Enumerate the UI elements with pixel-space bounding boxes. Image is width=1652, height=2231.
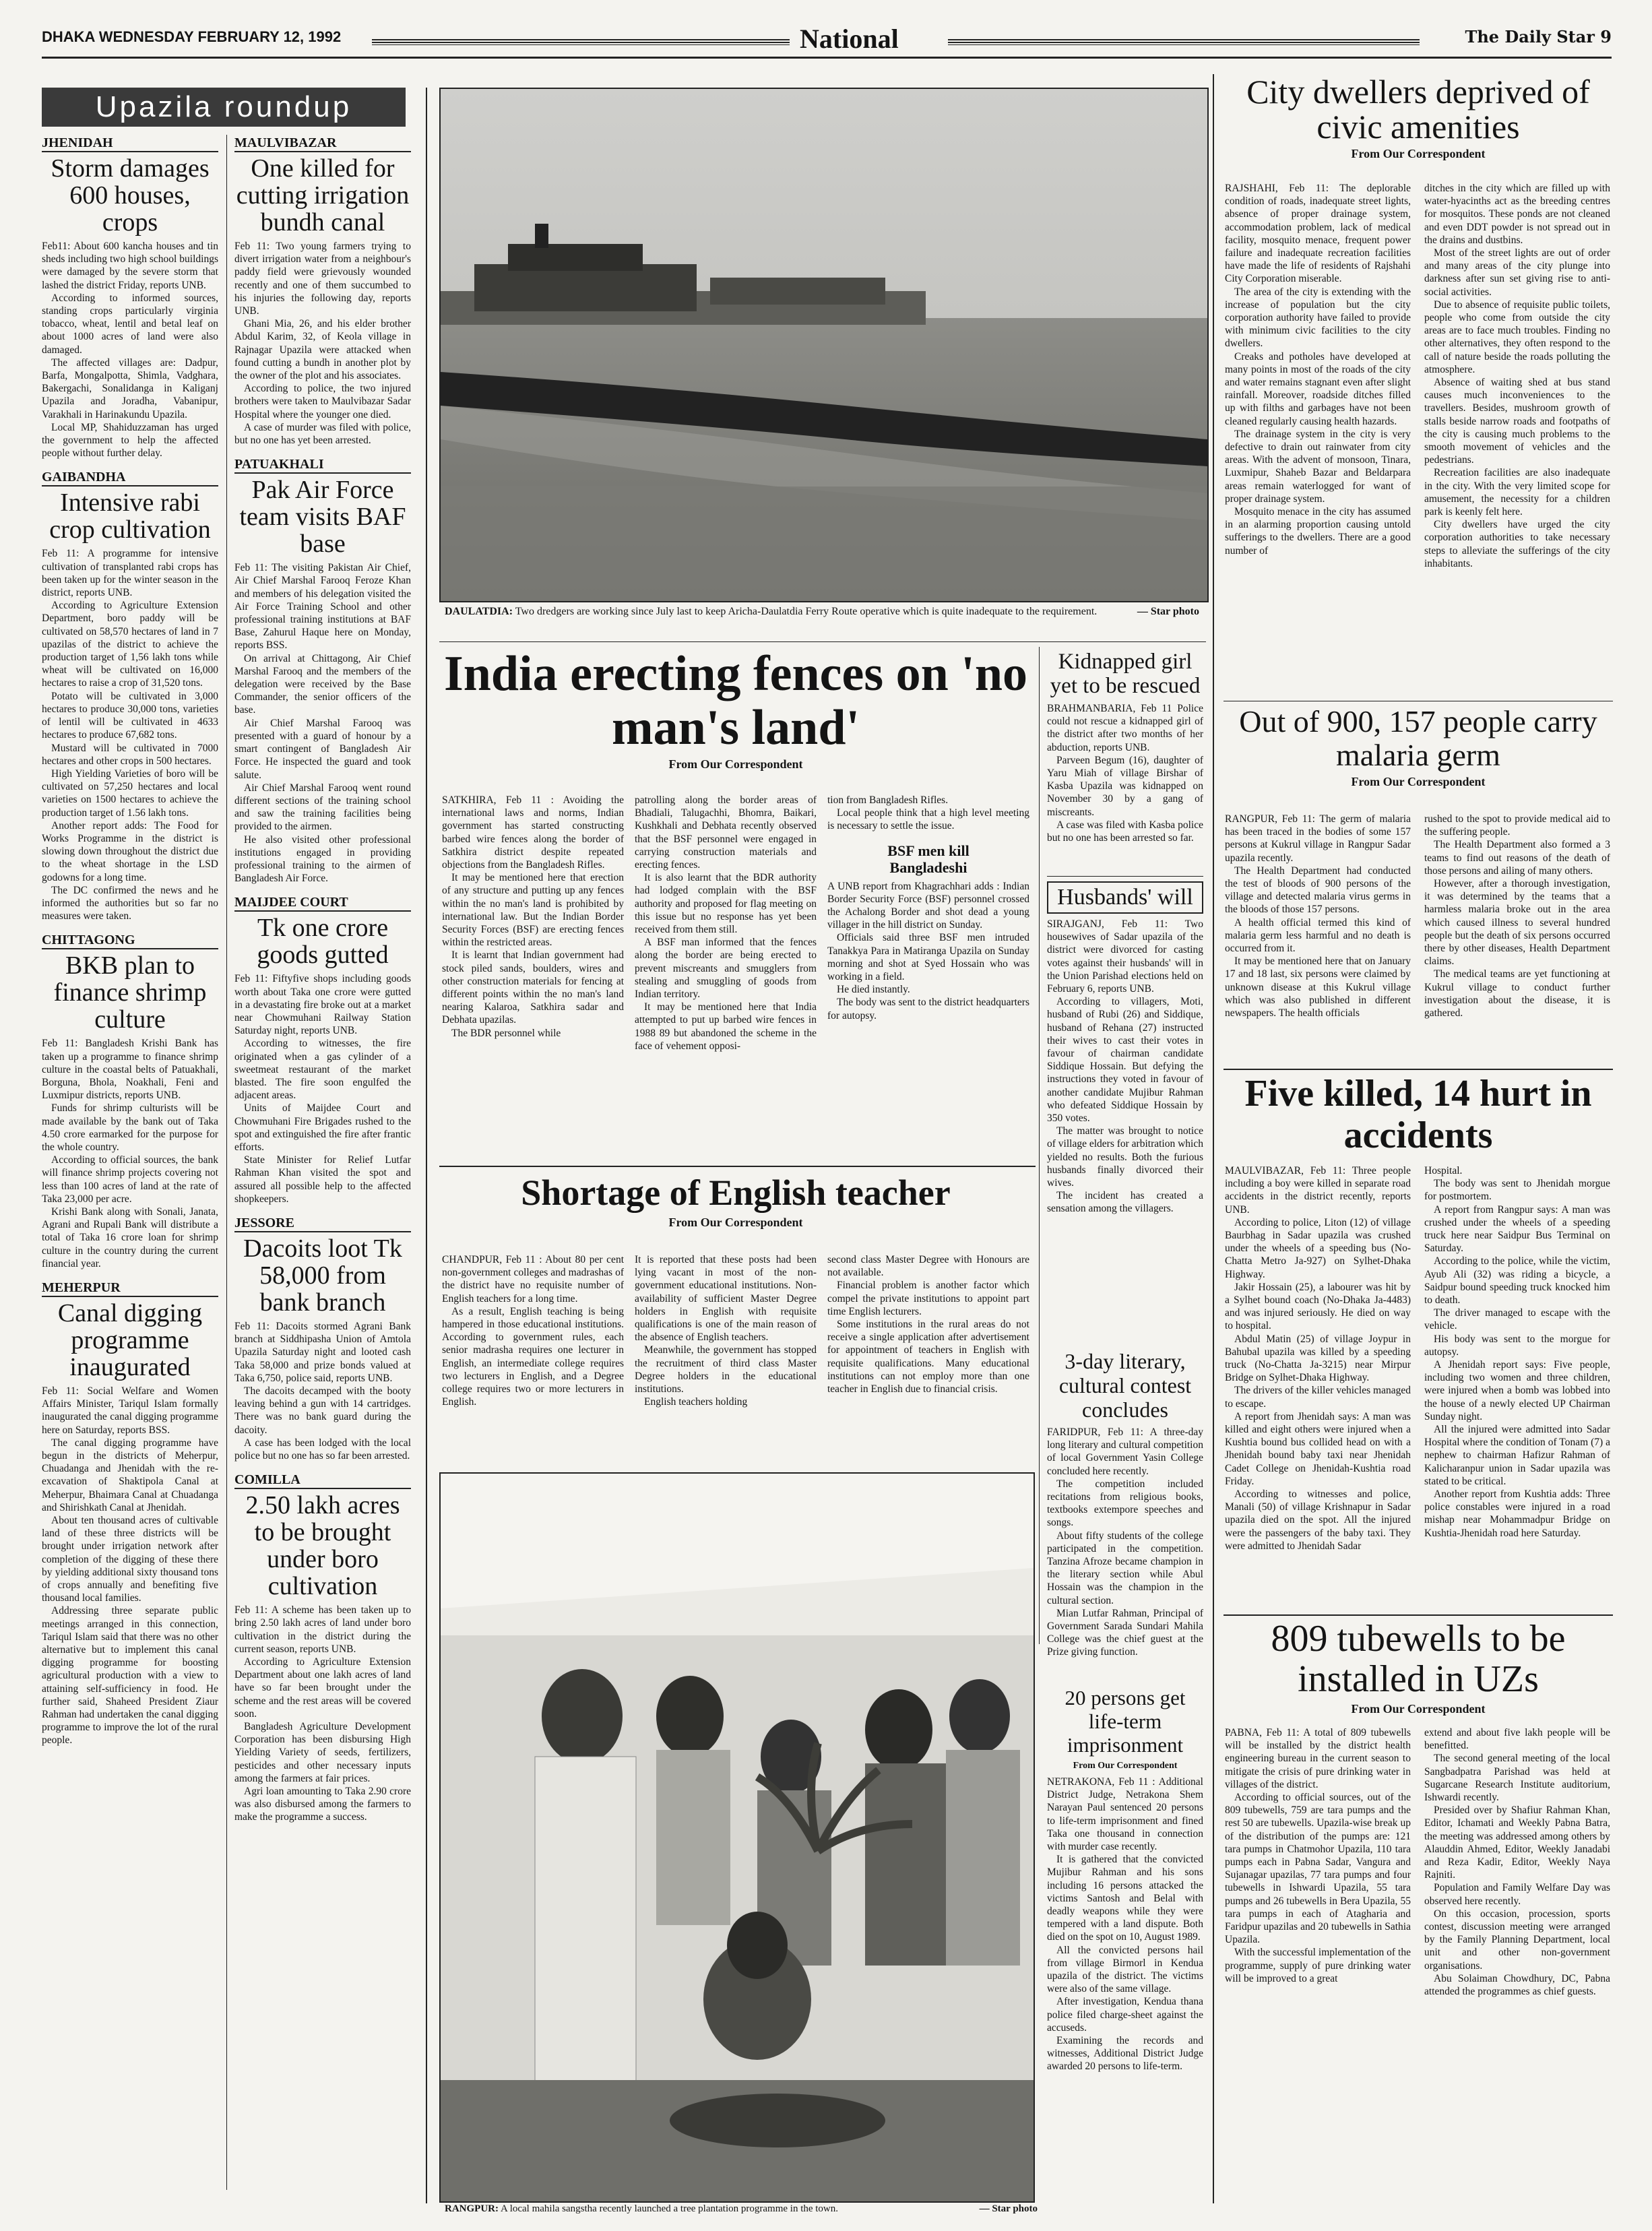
paragraph: According to Agriculture Extension Department, boro paddy will be cultivated on 58,570 hectares of land in 7 upazilas of the district to achieve the production target of 1,56 lakh tons while wheat will be cultivated on 16,000 hectares to raise a crop of 31,520 tons.: [42, 600, 218, 689]
malaria-byline: From Our Correspondent: [1351, 775, 1486, 788]
paragraph: According to villagers, Moti, husband of Rubi (26) and Siddique, husband of Rehana (27) instructed their wives to cast their votes in favour of chairman candidate Siddique Hossain. But defying the instructions they voted in favour of another candidate Mujibur Rahman who defeated Siddique Hossain by 350 votes.: [1047, 996, 1203, 1125]
accidents-column-1: [1225, 1164, 1411, 1609]
paragraph: The incident has created a sensation among the villagers.: [1047, 1190, 1203, 1215]
tree-plantation-photo-image: [441, 1474, 1034, 2201]
paragraph: Potato will be cultivated in 3,000 hectares to produce 30,000 tons, varieties of lentil will be cultivated in 4633 hectares to produce 67,682 tons.: [42, 690, 218, 741]
india-fences-column-1: [442, 794, 624, 1164]
paragraph: According to police, Liton (12) of village Baurbhag in Sadar upazila was crushed under the wheels of a speeding bus (No-Chatta Metro Ja-927) on Sylhet-Dhaka Highway.: [1225, 1216, 1411, 1280]
paragraph: With the successful implementation of the programme, supply of pure drinking water will be improved to a great: [1225, 1947, 1411, 1984]
roundup-body: [234, 561, 411, 885]
paragraph: Mian Lutfar Rahman, Principal of Government Sarada Sundari Mahila College was the chief guest at the Prize giving function.: [1047, 1607, 1203, 1658]
paragraph: All the injured were admitted into Sadar Hospital where the condition of Tonam (7) a nephew to chairman Hafizur Rahman of Kalicharanpur union in Sadar upazila was stated to be critical.: [1424, 1424, 1610, 1487]
section-name: National: [800, 24, 899, 54]
dredgers-caption-place: DAULATDIA:: [445, 606, 513, 617]
paragraph: BRAHMANBARIA, Feb 11 Police could not rescue a kidnapped girl of the district after two months of her abduction, reports UNB.: [1047, 703, 1203, 753]
paragraph: The area of the city is extending with the increase of population but the city corporation authority have failed to provide with minimum civic facilities to the city dwellers.: [1225, 286, 1411, 350]
paragraph: The drainage system in the city is very defective to drain out rainwater from city areas. With the advent of monsoon, Tinara, Luxmipur, Shaheb Bazar and Beldarpara areas remain waterlogged for want of proper drainage system.: [1225, 428, 1411, 505]
roundup-item: [234, 135, 411, 447]
roundup-headline: Intensive rabi crop cultivation: [49, 489, 211, 544]
english-teacher-column-2: [635, 1253, 817, 1462]
literary-contest-body: [1047, 1426, 1203, 1659]
paragraph: Meanwhile, the government has stopped the recruitment of third class Master Degree holders in the educational institutions.: [635, 1344, 817, 1395]
paragraph: According to the police, while the victim, Ayub Ali (32) was riding a bicycle, a Saidpur bound speeding truck knocked him to death.: [1424, 1255, 1610, 1307]
bsf-headline: BSF men kill Bangladeshi: [887, 842, 970, 876]
paragraph: The affected villages are: Dadpur, Barfa, Mongalpotta, Shimla, Vadghara, Bakergachi, Sonalidanga in Kaliganj Upazila and Joradha, Vabanipur, Varakhali in Harinakundu Upazila.: [42, 356, 218, 420]
india-fences-headline: [439, 647, 1032, 776]
roundup-column-1: [42, 135, 218, 2190]
paragraph: A report from Rangpur says: A man was crushed under the wheels of a speeding truck here near Saidpur Bus Terminal on Saturday.: [1424, 1203, 1610, 1255]
malaria-bottom-rule: [1224, 1069, 1613, 1070]
india-fences-column-3: [827, 794, 1029, 1164]
literary-contest-story: [1047, 1348, 1203, 1659]
india-fences-title: India erecting fences on 'no man's land': [443, 646, 1028, 755]
india-fences-byline: From Our Correspondent: [668, 757, 803, 771]
paragraph: A case has been lodged with the local police but no one has so far been arrested.: [234, 1437, 411, 1462]
paragraph: All the convicted persons hail from village Birmorl in Kendua upazila of the district. The victims were also of the same village.: [1047, 1944, 1203, 1995]
paragraph: second class Master Degree with Honours are not available.: [827, 1254, 1029, 1279]
paragraph: Feb 11: A scheme has been taken up to bring 2.50 lakh acres of land under boro cultivation in the district during the current season, reports UNB.: [234, 1604, 411, 1655]
paragraph: Jakir Hossain (25), a labourer was hit by a Sylhet bound coach (No-Dhaka Ja-4483) and was injured seriously. He died on way to hospital.: [1225, 1281, 1411, 1332]
paragraph: The Health Department also formed a 3 teams to find out reasons of the death of those persons and ailing of many others.: [1424, 839, 1610, 877]
roundup-body: [234, 1320, 411, 1462]
paragraph: Due to absence of requisite public toilets, people who come from outside the city areas are to face much troubles. Finding no other alternatives, they often respond to the call of nature beside the roads polluting the atmosphere.: [1424, 298, 1610, 375]
masthead: [42, 26, 1612, 55]
tree-plantation-caption: [445, 2203, 1038, 2215]
paragraph: About ten thousand acres of cultivable land of these three districts will be brought under irrigation network after completion of the digging of these there by yielding additional sixty thousand tons of crops annually and benefiting five thousand local families.: [42, 1515, 218, 1604]
roundup-item: [234, 1472, 411, 1823]
paragraph: SATKHIRA, Feb 11 : Avoiding the international laws and norms, Indian government has started constructing barbed wire fences along the border of Satkhira district despite repeated objections from the Bangladesh Rifles.: [442, 794, 624, 871]
dredgers-photo-image: [441, 89, 1207, 601]
paragraph: A case of murder was filed with police, but no one has yet been arrested.: [234, 421, 411, 447]
life-term-byline: From Our Correspondent: [1073, 1761, 1178, 1771]
paragraph: The second general meeting of the local Sangbadpatra Parishad was held at Sugarcane Research Institute auditorium, Ishwardi recently.: [1424, 1753, 1610, 1804]
roundup-body: [234, 972, 411, 1205]
paragraph: Absence of waiting shed at bus stand causes much inconveniences to the travellers. Besides, mushroom growth of stalls beside narrow roads and footpaths of the city is causing much problems to the smooth movement of vehicles and the pedestrians.: [1424, 377, 1610, 466]
paragraph: Officials said three BSF men intruded Tanakkya Para in Matiranga Upazila on Sunday morning and shot at Syed Hossain who was working in a field.: [827, 932, 1029, 983]
india-fences-column-3-text: [827, 794, 1029, 833]
english-teacher-byline: From Our Correspondent: [668, 1216, 803, 1229]
paragraph: Financial problem is another factor which compel the private institutions to appoint part time English lecturers.: [827, 1280, 1029, 1317]
paragraph: Abdul Matin (25) of village Joypur in Bahubal upazila was killed by a speeding truck (No-Chatta Ja-3215) near Mirpur Bridge on Sylhet-Dhaka Highway.: [1225, 1333, 1411, 1384]
paragraph: According to witnesses, the fire originated when a gas cylinder of a sweetmeat restaurant of the market blasted. The fire soon engulfed the adjacent areas.: [234, 1038, 411, 1102]
roundup-location: JHENIDAH: [42, 135, 218, 152]
paragraph: Parveen Begum (16), daughter of Yaru Miah of village Birshar of Kasba Upazila was kidnapped on November 30 by a gang of miscreants.: [1047, 754, 1203, 818]
english-teacher-title: Shortage of English teacher: [521, 1172, 951, 1213]
paragraph: Another report adds: The Food for Works Programme in the district is slowing down throughout the district due to the wheat shortage in the LSD godowns for a long time.: [42, 819, 218, 883]
paragraph: A BSF man informed that the fences along the border are being erected to prevent miscreants and smugglers from stealing and smuggling of goods from Indian territory.: [635, 937, 817, 1001]
paragraph: The BDR personnel while: [451, 1027, 561, 1039]
paragraph: Krishi Bank along with Sonali, Janata, Agrani and Rupali Bank will distribute a total of Taka 16 crore loan for shrimp culture in the country during the current financial year.: [42, 1205, 218, 1269]
paragraph: Hospital.: [1424, 1165, 1463, 1176]
paragraph: patrolling along the border areas of Bhadiali, Talugachhi, Bhomra, Baikari, Kushkhali and Debhata recently observed that the BSF personnel were engaged in carrying construction materials and erecting fences.: [635, 794, 817, 871]
paragraph: Feb 11: Social Welfare and Women Affairs Minister, Tariqul Islam formally inaugurated the canal digging programme here on Saturday, reports BSS.: [42, 1385, 218, 1436]
paragraph: Air Chief Marshal Farooq went round different sections of the training school and saw the training facilities being provided to the airmen.: [234, 782, 411, 833]
malaria-column-1: [1225, 813, 1411, 1069]
kidnapped-bottom-rule: [1047, 876, 1203, 877]
paragraph: A UNB report from Khagrachhari adds : Indian Border Security Force (BSF) personnel crossed the Achalong Border and shot dead a young villager in the hill district on Sunday.: [827, 880, 1029, 931]
center-divider: [1039, 647, 1040, 1644]
paragraph: It is reported that these posts had been lying vacant in most of the non-government educational institutions. Non-availability of sufficient Master Degree holders in English with requisite qualifications is one of the main reason of the absence of English teachers.: [635, 1254, 817, 1344]
roundup-body: [42, 547, 218, 922]
paragraph: rushed to the spot to provide medical aid to the suffering people.: [1424, 813, 1610, 838]
civic-amenities-story: [1224, 74, 1613, 165]
masthead-date: DHAKA WEDNESDAY FEBRUARY 12, 1992: [42, 28, 342, 45]
english-teacher-column-1: [442, 1253, 624, 1462]
paragraph: Mustard will be cultivated in 7000 hectares and other crops in 500 hectares.: [42, 742, 218, 767]
paragraph: According to informed sources, standing crops particularly virginia tobacco, wheat, lentil and betal leaf on about 1000 acres of land were also damaged.: [42, 292, 218, 356]
paragraph: Presided over by Shafiur Rahman Khan, Editor, Ichamati and Weekly Pabna Batra, the meeting was addressed among others by Alauddin Ahmed, Editor, Weekly Janadabi and Reza Kadir, Editor, Weekly Naya Rajniti.: [1424, 1804, 1610, 1881]
roundup-location: MEHERPUR: [42, 1280, 218, 1297]
masthead-paper-name: The Daily Star 9: [1465, 27, 1612, 46]
paragraph: CHANDPUR, Feb 11 : About 80 per cent non-government colleges and madrashas of the district have no requisite number of English teachers for a long time.: [442, 1254, 624, 1305]
roundup-headline: Tk one crore goods gutted: [257, 914, 389, 970]
paragraph: The body was sent to Jhenidah morgue for postmortem.: [1424, 1178, 1610, 1203]
paragraph: It is also learnt that the BDR authority had lodged complain with the BSF authority and proposed for flag meeting on this issue but no response has yet been received from them still.: [635, 872, 817, 936]
paragraph: Units of Maijdee Court and Chowmuhani Fire Brigades rushed to the spot and extinguished the fire after frantic efforts.: [234, 1102, 411, 1153]
malaria-headline: Out of 900, 157 people carry malaria germ: [1239, 704, 1597, 772]
dredgers-caption-text: Two dredgers are working since July last to keep Aricha-Daulatdia Ferry Route operative which is quite inadequate to the requirement.: [515, 606, 1098, 617]
roundup-column-divider: [226, 135, 227, 2190]
husbands-will-headline: Husbands' will: [1047, 881, 1203, 914]
roundup-banner-title: Upazila roundup: [95, 90, 352, 123]
paragraph: Local people think that a high level meeting is necessary to settle the issue.: [827, 807, 1029, 832]
paragraph: Feb11: About 600 kancha houses and tin sheds including two high school buildings were damaged by the severe storm that lashed the district Friday, reports UNB.: [42, 241, 218, 291]
tree-caption-credit: — Star photo: [979, 2203, 1038, 2214]
india-fences-column-2: [635, 794, 817, 1164]
malaria-story: [1224, 705, 1613, 793]
tubewells-column-1: [1225, 1726, 1411, 2211]
roundup-item: [234, 1215, 411, 1462]
paragraph: However, after a thorough investigation, it was determined by the teams that a harmless malaria broke out in the area which caused illness to several hundred people but the death of six persons occurred there by other diseases, Health Department claims.: [1424, 878, 1610, 968]
kidnapped-story: [1047, 648, 1203, 844]
paragraph: It may be mentioned here that on January 17 and 18 last, six persons were claimed by unknown disease at this Kukrul village which was also published in different newspapers. The health officials: [1225, 955, 1411, 1019]
paragraph: As a result, English teaching is being hampered in those educational institutions. According to government rules, each senior madrasha requires one lecturer in English, an intermediate college requires two lecturers in English, and a Degree college requires two or more lecturers in English.: [442, 1305, 624, 1408]
roundup-item: [234, 894, 411, 1205]
masthead-rule-left: [372, 39, 790, 45]
tubewells-column-2: [1424, 1726, 1610, 2211]
accidents-headline: Five killed, 14 hurt in accidents: [1244, 1073, 1592, 1156]
masthead-rule-right: [948, 39, 1420, 45]
roundup-body: [42, 1385, 218, 1747]
paragraph: PABNA, Feb 11: A total of 809 tubewells will be installed by the district health engineering bureau in the current season to mitigate the crisis of pure drinking water in villages of the district.: [1225, 1727, 1411, 1790]
roundup-banner: [42, 88, 406, 127]
paragraph: His body was sent to the morgue for autopsy.: [1424, 1333, 1610, 1358]
tree-plantation-photo: [439, 1472, 1035, 2203]
paragraph: The driver managed to escape with the vehicle.: [1424, 1307, 1610, 1332]
roundup-body: [234, 1604, 411, 1823]
roundup-location: COMILLA: [234, 1472, 411, 1489]
paragraph: Most of the street lights are out of order and many areas of the city plunge into darkness after sun set giving rise to anti-social activities.: [1424, 247, 1610, 298]
accidents-bottom-rule: [1224, 1614, 1613, 1616]
roundup-item: [234, 456, 411, 885]
paragraph: Examining the records and witnesses, Additional District Judge awarded 20 persons to life-term.: [1047, 2035, 1203, 2073]
tubewells-story: [1224, 1619, 1613, 1720]
paragraph: According to Agriculture Extension Department about one lakh acres of land have so far been brought under the scheme and the rest areas will be covered soon.: [234, 1656, 411, 1720]
civic-amenities-byline: From Our Correspondent: [1351, 147, 1486, 160]
paragraph: A case was filed with Kasba police but no one has been arrested so far.: [1047, 819, 1203, 844]
roundup-headline: Pak Air Force team visits BAF base: [239, 476, 406, 559]
paragraph: FARIDPUR, Feb 11: A three-day long literary and cultural competition of local Government Yasin College concluded here recently.: [1047, 1426, 1203, 1477]
roundup-body: [42, 1037, 218, 1270]
paragraph: The DC confirmed the news and he informed the authorities but so far no measures were taken.: [42, 884, 218, 922]
roundup-column-2: [234, 135, 411, 2190]
life-term-story: [1047, 1685, 1203, 2073]
paragraph: The body was sent to the district headquarters for autopsy.: [827, 997, 1029, 1022]
tree-caption-text: A local mahila sangstha recently launched a tree plantation programme in the town.: [500, 2203, 839, 2214]
paragraph: Bangladesh Agriculture Development Corporation has been disbursing High Yielding Variety of seeds, fertilizers, pesticides and other necessary inputs among the farmers at fair prices.: [234, 1721, 411, 1784]
right-section-divider: [1213, 74, 1214, 2203]
roundup-headline: One killed for cutting irrigation bundh canal: [236, 154, 410, 237]
paragraph: He died instantly.: [837, 984, 910, 996]
kidnapped-headline: Kidnapped girl yet to be rescued: [1050, 650, 1201, 698]
paragraph: RAJSHAHI, Feb 11: The deplorable condition of roads, inadequate street lights, absence of proper drainage system, accommodation problem, lack of medical facility, mosquito menace, frequent power failure and inadequate recreation facilities have made the life of residents of Rajshahi City Corporation miserable.: [1225, 183, 1411, 285]
paragraph: It may be mentioned here that erection of any structure and putting up any fences within the no man's land is prohibited by international law. But the Indian Border Security Forces (BSF) are erecting fences within the restricted areas.: [442, 872, 624, 949]
kidnapped-body: [1047, 702, 1203, 844]
paragraph: The dacoits decamped with the booty leaving behind a gun with 14 cartridges. There was no bank guard during the dacoity.: [234, 1385, 411, 1436]
paragraph: Feb 11: Fiftyfive shops including goods worth about Taka one crore were gutted in a devastating fire broke out at a market near Chowmuhani Railway Station Saturday night, reports UNB.: [234, 973, 411, 1037]
roundup-location: MAIJDEE COURT: [234, 894, 411, 912]
paragraph: A Jhenidah report says: Five people, including two women and three children, were injured when a bomb was lobbed into the house of a newly elected UP Chairman Sunday night.: [1424, 1359, 1610, 1422]
paragraph: The Health Department had conducted the test of bloods of 900 persons of the village and detected malaria virus germs in the bloods of those 157 persons.: [1225, 865, 1411, 916]
life-term-headline: 20 persons get life-term imprisonment: [1065, 1686, 1186, 1757]
paragraph: The matter was brought to notice of village elders for arbitration which yielded no results. Both the furious husbands finally divorced their wives.: [1047, 1125, 1203, 1189]
paragraph: Ghani Mia, 26, and his elder brother Abdul Karim, 32, of Keola village in Rajnagar Upazila were attacked when found cutting a bundh in another plot by the owner of the plot and his associates.: [234, 318, 411, 382]
roundup-location: MAULVIBAZAR: [234, 135, 411, 152]
husbands-will-body: [1047, 918, 1203, 1216]
civic-amenities-headline: City dwellers deprived of civic amenities: [1246, 73, 1590, 146]
paragraph: SIRAJGANJ, Feb 11: Two housewives of Sadar upazila of the district were divorced for casting votes against their husbands' will in the Union Parishad elections held on February 6, reports UNB.: [1047, 918, 1203, 995]
photo-caption-rule: [439, 641, 1206, 642]
paragraph: Feb 11: Bangladesh Krishi Bank has taken up a programme to finance shrimp culture in the coastal belts of Patuakhali, Borguna, Bhola, Noakhali, Feni and Luxmipur districts, reports UNB.: [42, 1038, 218, 1102]
paragraph: According to official sources, out of the 809 tubewells, 759 are tara pumps and the rest 50 are tubewells. Upazila-wise break up of the distribution of the pumps are: 121 tara pumps in Chatmohor Upazila, 110 tara pumps each in Pabna Sadar, Vangura and Sujanagar upazilas, 77 tara pumps and four tubewells in Ishwardi Upazila, 55 tara pumps and 26 tubewells in Bera Upazila, 55 tara pumps in each of Atagharia and Faridpur upazilas and 20 tubewells in Sathia Upazila.: [1225, 1792, 1411, 1946]
paragraph: After investigation, Kendua thana police filed charge-sheet against the accuseds.: [1047, 1996, 1203, 2034]
english-teacher-headline: [439, 1172, 1032, 1234]
paragraph: Feb 11: A programme for intensive cultivation of transplanted rabi crops has been taken up for the winter season in the district, reports UNB.: [42, 548, 218, 599]
civic-amenities-column-1: [1225, 182, 1411, 714]
paragraph: On this occasion, procession, sports contest, discussion meeting were arranged by the Family Planning Department, local unit and other non-government organisations.: [1424, 1908, 1610, 1972]
paragraph: High Yielding Varieties of boro will be cultivated on 57,250 hectares and local varieties on 1500 hectares to achieve the production target of 1.56 lakh tons.: [42, 767, 218, 819]
paragraph: Abu Solaiman Chowdhury, DC, Pabna attended the programmes as chief guests.: [1424, 1972, 1610, 1998]
life-term-body: [1047, 1776, 1203, 2073]
roundup-headline: BKB plan to finance shrimp culture: [53, 951, 207, 1034]
paragraph: It is learnt that Indian government had stock piled sands, boulders, wires and other construction materials for fencing at different points within the no man's land nearing Kalaroa, Satkhira sadar and Debhata upazilas.: [442, 949, 624, 1026]
roundup-body: [42, 240, 218, 460]
roundup-location: JESSORE: [234, 1215, 411, 1232]
paragraph: Agri loan amounting to Taka 2.90 crore was also disbursed among the farmers to make the programme a success.: [234, 1786, 411, 1823]
paragraph: The canal digging programme have begun in the districts of Meherpur, Chuadanga and Jhenidah with the re-excavation of Shaktipola Canal at Meherpur, Bhaimara Canal at Chuadanga and Shirishkath Canal at Jhenidah.: [42, 1437, 218, 1513]
paragraph: City dwellers have urged the city corporation authorities to take necessary steps to alleviate the sufferings of the city inhabitants.: [1424, 519, 1610, 569]
masthead-underline: [42, 57, 1612, 59]
paragraph: The drivers of the killer vehicles managed to escape.: [1225, 1385, 1411, 1410]
paragraph: It may be mentioned here that India attempted to put up barbed wire fences in 1988 89 but abandoned the scheme in the face of vehement opposi-: [635, 1001, 817, 1052]
paragraph: He also visited other professional institutions engaged in providing professional training to the airmen of Bangladesh Air Force.: [234, 834, 411, 885]
tree-caption-place: RANGPUR:: [445, 2203, 499, 2214]
dredgers-caption-credit: — Star photo: [1137, 606, 1199, 617]
paragraph: Air Chief Marshal Farooq was presented with a guard of honour by a smart contingent of Bangladesh Air Force. He inspected the guard and took salute.: [234, 717, 411, 781]
roundup-item: [42, 932, 218, 1270]
bsf-story-body: [827, 880, 1029, 1022]
roundup-location: CHITTAGONG: [42, 932, 218, 949]
roundup-location: GAIBANDHA: [42, 469, 218, 486]
roundup-headline: 2.50 lakh acres to be brought under boro cultivation: [245, 1491, 400, 1601]
paragraph: Addressing three separate public meetings arranged in this connection, Tariqul Islam said that there was no other alternative but to implement this canal digging programme for boosting agricultural production with a view to attaining self-sufficiency in food. He further said, Shaheed President Ziaur Rahman had undertaken the canal digging programme to improve the lot of the rural people.: [42, 1605, 218, 1747]
roundup-item: [42, 469, 218, 922]
paragraph: According to police, the two injured brothers were taken to Maulvibazar Sadar Hospital where the younger one died.: [234, 383, 411, 420]
india-bottom-rule: [439, 1166, 1036, 1167]
roundup-headline: Storm damages 600 houses, crops: [51, 154, 210, 237]
roundup-body: [234, 240, 411, 447]
tubewells-byline: From Our Correspondent: [1351, 1702, 1486, 1716]
paragraph: According to witnesses and police, Manali (50) of village Krishnapur in Sadar upazila died on the spot. All the injured were the passengers of the baby taxi. They were admitted to Jhenidah Sadar: [1225, 1488, 1411, 1552]
paragraph: On arrival at Chittagong, Air Chief Marshal Farooq and the members of the delegation were received by the Base Commander, the senior officers of the base.: [234, 652, 411, 716]
roundup-item: [42, 135, 218, 460]
accidents-story: [1224, 1073, 1613, 1156]
paragraph: A report from Jhenidah says: A man was killed and eight others were injured when a Kushtia bound bus collided head on with a Jhenidah bound baby taxi near Jhenidah Cadet College on Jhenidah-Kushtia road Friday.: [1225, 1410, 1411, 1487]
paragraph: NETRAKONA, Feb 11 : Additional District Judge, Netrakona Shem Narayan Paul sentenced 20 persons to life-term imprisonment and fined Taka one thousand in connection with murder case recently.: [1047, 1776, 1203, 1853]
paragraph: Another report from Kushtia adds: Three police constables were injured in a road mishap near Mohammadpur Bridge on Kushtia-Jhenidah road here Saturday.: [1424, 1488, 1610, 1539]
paragraph: The medical teams are yet functioning at Kukrul village to conduct further investigation about the disease, it is gathered.: [1424, 968, 1610, 1019]
roundup-item: [42, 1280, 218, 1747]
dredgers-photo: [439, 88, 1209, 602]
paragraph: tion from Bangladesh Rifles.: [827, 794, 949, 806]
paragraph: MAULVIBAZAR, Feb 11: Three people including a boy were killed in separate road accidents in the district recently, reports UNB.: [1225, 1165, 1411, 1216]
tubewells-headline: 809 tubewells to be installed in UZs: [1271, 1618, 1566, 1700]
paragraph: A health official termed this kind of malaria germ less harmful and no death is occurred from it.: [1225, 916, 1411, 955]
paragraph: English teachers holding: [644, 1396, 748, 1408]
dredgers-photo-caption: [445, 605, 1199, 618]
paragraph: Funds for shrimp culturists will be made available by the bank out of Taka 4.50 crore earmarked for the purpose for the whole country.: [42, 1102, 218, 1153]
paragraph: Population and Family Welfare Day was observed here recently.: [1424, 1882, 1610, 1907]
left-section-divider: [426, 88, 427, 2203]
paragraph: Creaks and potholes have developed at many points in most of the roads of the city and water remains stagnant even after slight rainfall. Moreover, roadside ditches filled up with filths and garbages have not been cleaned regularly causing health hazards.: [1225, 350, 1411, 427]
husbands-will-story: [1047, 881, 1203, 1216]
accidents-column-2: [1424, 1164, 1610, 1609]
paragraph: extend and about five lakh people will be benefitted.: [1424, 1727, 1610, 1752]
paragraph: Recreation facilities are also inadequate in the city. With the very limited scope for amusement, the necessity for a children park is keenly felt here.: [1424, 467, 1610, 518]
paragraph: State Minister for Relief Lutfar Rahman Khan visited the spot and assured all possible help to the affected shopkeepers.: [234, 1154, 411, 1205]
paragraph: ditches in the city which are filled up with water-hyacinths act as the breeding centres for mosquitos. These ponds are not cleaned and even DDT powder is not spread out in the drains and dustbins.: [1424, 183, 1610, 246]
paragraph: Feb 11: The visiting Pakistan Air Chief, Air Chief Marshal Farooq Feroze Khan and members of his delegation visited the Air Force Training School and other professional training institutions at BAF Base, Zahurul Haque here on Monday, reports BSS.: [234, 562, 411, 652]
roundup-headline: Dacoits loot Tk 58,000 from bank branch: [243, 1234, 402, 1317]
paragraph: Some institutions in the rural areas do not receive a single application after advertisement for appointment of teachers in English with requisite qualifications. Many educational institutions can not employ more than one teacher in English due to financial crisis.: [827, 1319, 1029, 1395]
paragraph: Local MP, Shahiduzzaman has urged the government to help the affected people without further delay.: [42, 421, 218, 460]
paragraph: It is gathered that the convicted Mujibur Rahman and his sons including 16 persons attacked the victims Santosh and Belal with deadly weapons while they were tempered with a land dispute. Both died on the spot on 10, August 1989.: [1047, 1854, 1203, 1943]
paragraph: The competition included recitations from religious books, textbooks extempore speeches and songs.: [1047, 1478, 1203, 1529]
english-teacher-column-3: [827, 1253, 1029, 1462]
paragraph: Feb 11: Two young farmers trying to divert irrigation water from a neighbour's paddy field were grievously wounded recently and one of them succumbed to his injuries the following day, reports UNB.: [234, 241, 411, 317]
literary-contest-headline: 3-day literary, cultural contest concludes: [1058, 1349, 1192, 1422]
civic-amenities-column-2: [1424, 182, 1610, 714]
paragraph: According to official sources, the bank will finance shrimp projects covering not less than 100 acres of land at the rate of Taka 23,000 per acre.: [42, 1154, 218, 1205]
paragraph: Mosquito menace in the city has assumed in an alarming proportion causing untold sufferings to the dwellers. There are a good number of: [1225, 506, 1411, 557]
paragraph: Feb 11: Dacoits stormed Agrani Bank branch at Siddhipasha Union of Amtola Upazila Saturday night and looted cash Taka 58,000 and prize bonds valued at Taka 6,750, police said, reports UNB.: [234, 1320, 411, 1384]
roundup-headline: Canal digging programme inaugurated: [57, 1299, 203, 1381]
paragraph: RANGPUR, Feb 11: The germ of malaria has been traced in the bodies of some 157 persons at Kukrul village in Rangpur Sadar upazila recently.: [1225, 813, 1411, 864]
malaria-column-2: [1424, 813, 1610, 1069]
roundup-location: PATUAKHALI: [234, 456, 411, 474]
paragraph: About fifty students of the college participated in the competition. Tanzina Afroze became champion in the literary section while Abul Hossain was the champion in the cultural section.: [1047, 1530, 1203, 1606]
